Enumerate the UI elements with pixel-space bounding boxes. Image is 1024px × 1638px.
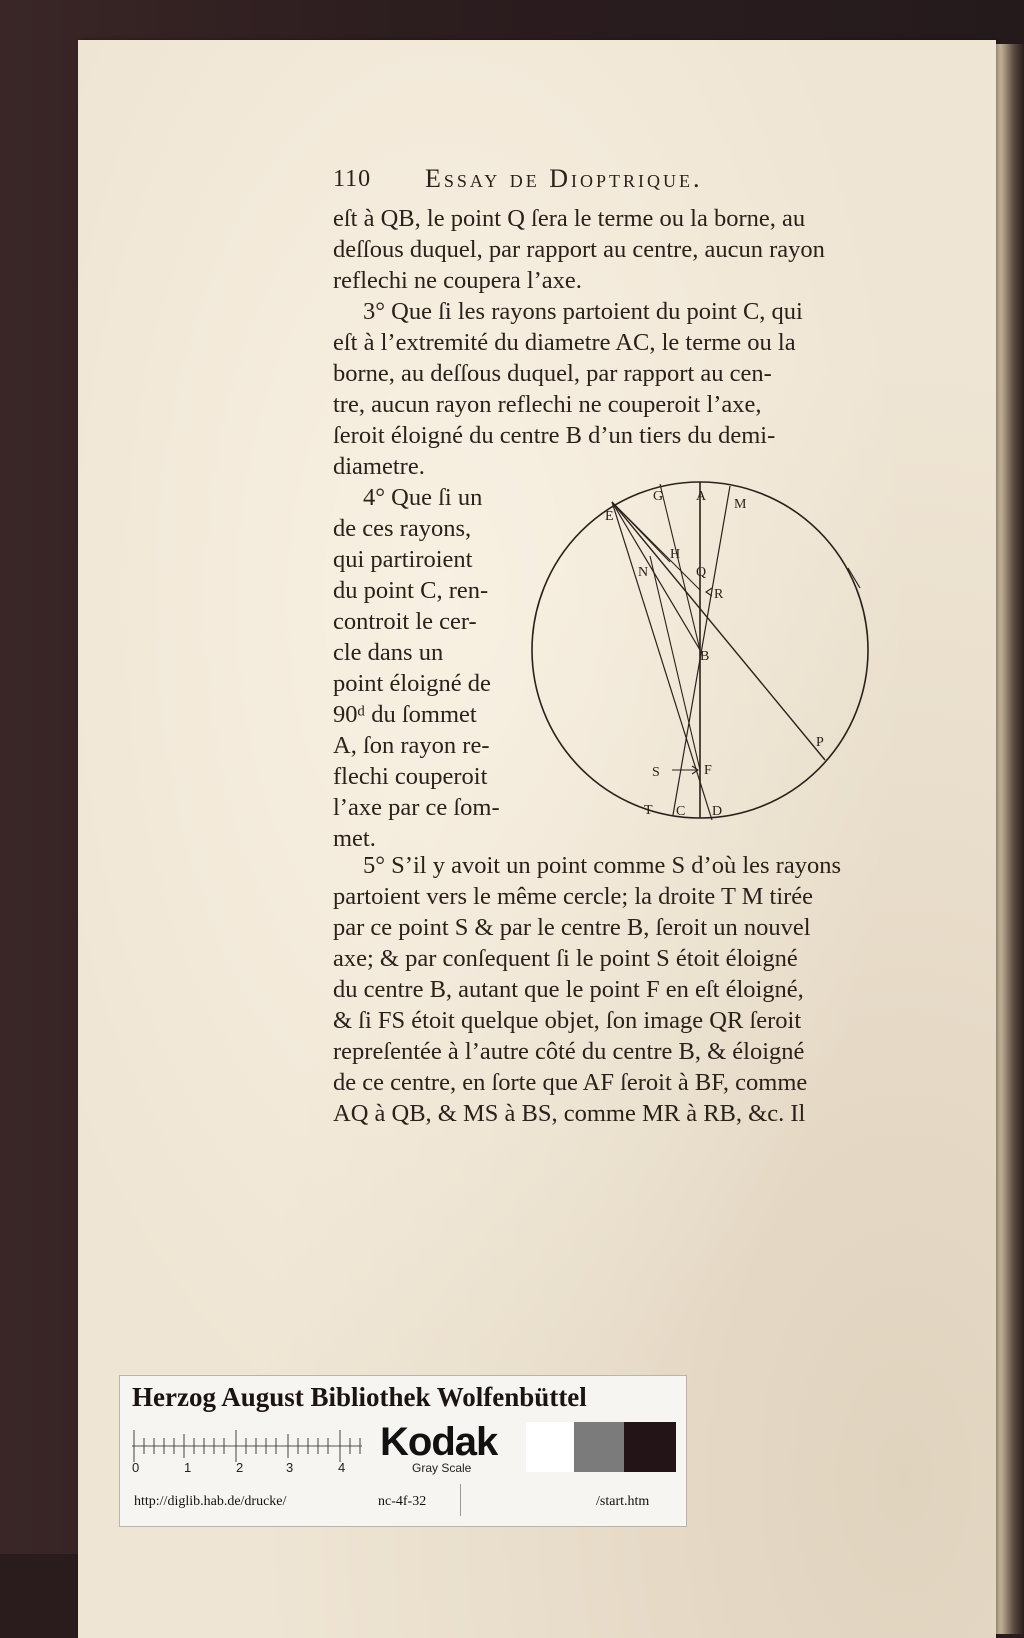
text-line: l’axe par ce ſom- xyxy=(333,794,500,821)
text-line: cle dans un xyxy=(333,639,444,666)
page-number: 110 xyxy=(333,166,372,192)
diagram-label-a: A xyxy=(696,489,707,504)
text-line: 3° Que ſi les rayons partoient du point C, qui xyxy=(363,298,803,325)
text-line: met. xyxy=(333,825,376,852)
text-line: du point C, ren- xyxy=(333,577,489,604)
diagram-label-t: T xyxy=(644,803,653,818)
text-line: tre, aucun rayon reflechi ne couperoit l’axe, xyxy=(333,391,762,418)
text-line: du centre B, autant que le point F en eſt éloigné, xyxy=(333,976,804,1003)
text-line: 4° Que ſi un xyxy=(363,484,483,511)
text-line: point éloigné de xyxy=(333,670,491,697)
text-line: par ce point S & par le centre B, ſeroit un nouvel xyxy=(333,914,811,941)
running-header xyxy=(333,160,885,194)
shelfmark: nc-4f-32 xyxy=(378,1494,427,1509)
text-line: A, ſon rayon re- xyxy=(333,732,490,759)
text-line: eſt à QB, le point Q ſera le terme ou la borne, au xyxy=(333,205,806,232)
ray-line xyxy=(650,556,700,770)
text-line: 5° S’il y avoit un point comme S d’où les rayons xyxy=(363,852,841,879)
diagram-label-h: H xyxy=(670,547,681,562)
text-line: ſeroit éloigné du centre B d’un tiers du demi- xyxy=(333,422,776,449)
diagram-label-g: G xyxy=(653,489,664,504)
ruler-scale xyxy=(132,1426,362,1466)
institution-name: Herzog August Bibliothek Wolfenbüttel xyxy=(132,1382,587,1412)
diagram-label-s: S xyxy=(652,765,660,780)
diagram-label-p: P xyxy=(816,735,824,750)
diagram-label-q: Q xyxy=(696,565,707,580)
text-line: reflechi ne coupera l’axe. xyxy=(333,267,582,294)
ruler-number: 0 xyxy=(132,1460,140,1475)
text-line: de ce centre, en ſorte que AF ſeroit à BF, comme xyxy=(333,1069,808,1096)
text-line: & ſi FS étoit quelque objet, ſon image QR ſeroit xyxy=(333,1007,802,1034)
text-line: qui partiroient xyxy=(333,546,473,573)
diagram-label-b: B xyxy=(700,649,710,664)
gray-swatch-white xyxy=(526,1422,574,1472)
ruler-number: 2 xyxy=(236,1460,244,1475)
ray-line xyxy=(612,502,825,760)
gray-scale-label: Gray Scale xyxy=(412,1461,472,1475)
running-title: Essay de Dioptrique. xyxy=(425,164,703,193)
diagram-label-r: R xyxy=(714,587,724,602)
diagram-label-n: N xyxy=(638,565,649,580)
text-line: flechi couperoit xyxy=(333,763,488,790)
text-line: AQ à QB, & MS à BS, comme MR à RB, &c. Il xyxy=(333,1100,806,1127)
diagram-label-f: F xyxy=(704,763,712,778)
geometry-diagram xyxy=(520,470,890,830)
gray-swatch-dark xyxy=(624,1422,676,1472)
diagram-label-d: D xyxy=(712,804,723,819)
text-line: partoient vers le même cercle; la droite T M tirée xyxy=(333,883,814,910)
text-line: deſſous duquel, par rapport au centre, aucun rayon xyxy=(333,236,825,263)
url-prefix: http://diglib.hab.de/drucke/ xyxy=(134,1494,287,1509)
text-line: repreſentée à l’autre côté du centre B, & éloigné xyxy=(333,1038,805,1065)
diagram-label-c: C xyxy=(676,804,686,819)
text-line: eſt à l’extremité du diametre AC, le terme ou la xyxy=(333,329,796,356)
text-line: controit le cer- xyxy=(333,608,477,635)
ruler-number: 1 xyxy=(184,1460,192,1475)
ray-line xyxy=(612,502,700,650)
ray-line xyxy=(612,502,670,562)
text-line: de ces rayons, xyxy=(333,515,472,542)
diagram-label-m: M xyxy=(734,497,747,512)
ruler-number: 3 xyxy=(286,1460,294,1475)
calibration-card xyxy=(119,1375,687,1527)
text-line: borne, au deſſous duquel, par rapport au cen- xyxy=(333,360,772,387)
url-suffix: /start.htm xyxy=(596,1494,650,1509)
ray-line xyxy=(612,502,712,820)
text-line: axe; & par conſequent ſi le point S étoit éloigné xyxy=(333,945,798,972)
ruler-number: 4 xyxy=(338,1460,346,1475)
text-line: 90ᵈ du ſommet xyxy=(333,701,477,728)
divider xyxy=(460,1484,461,1516)
diagram-label-e: E xyxy=(605,509,614,524)
gray-swatch-mid xyxy=(574,1422,624,1472)
tick-mark xyxy=(848,568,860,588)
text-line: diametre. xyxy=(333,453,425,480)
kodak-logo: Kodak xyxy=(380,1420,498,1464)
